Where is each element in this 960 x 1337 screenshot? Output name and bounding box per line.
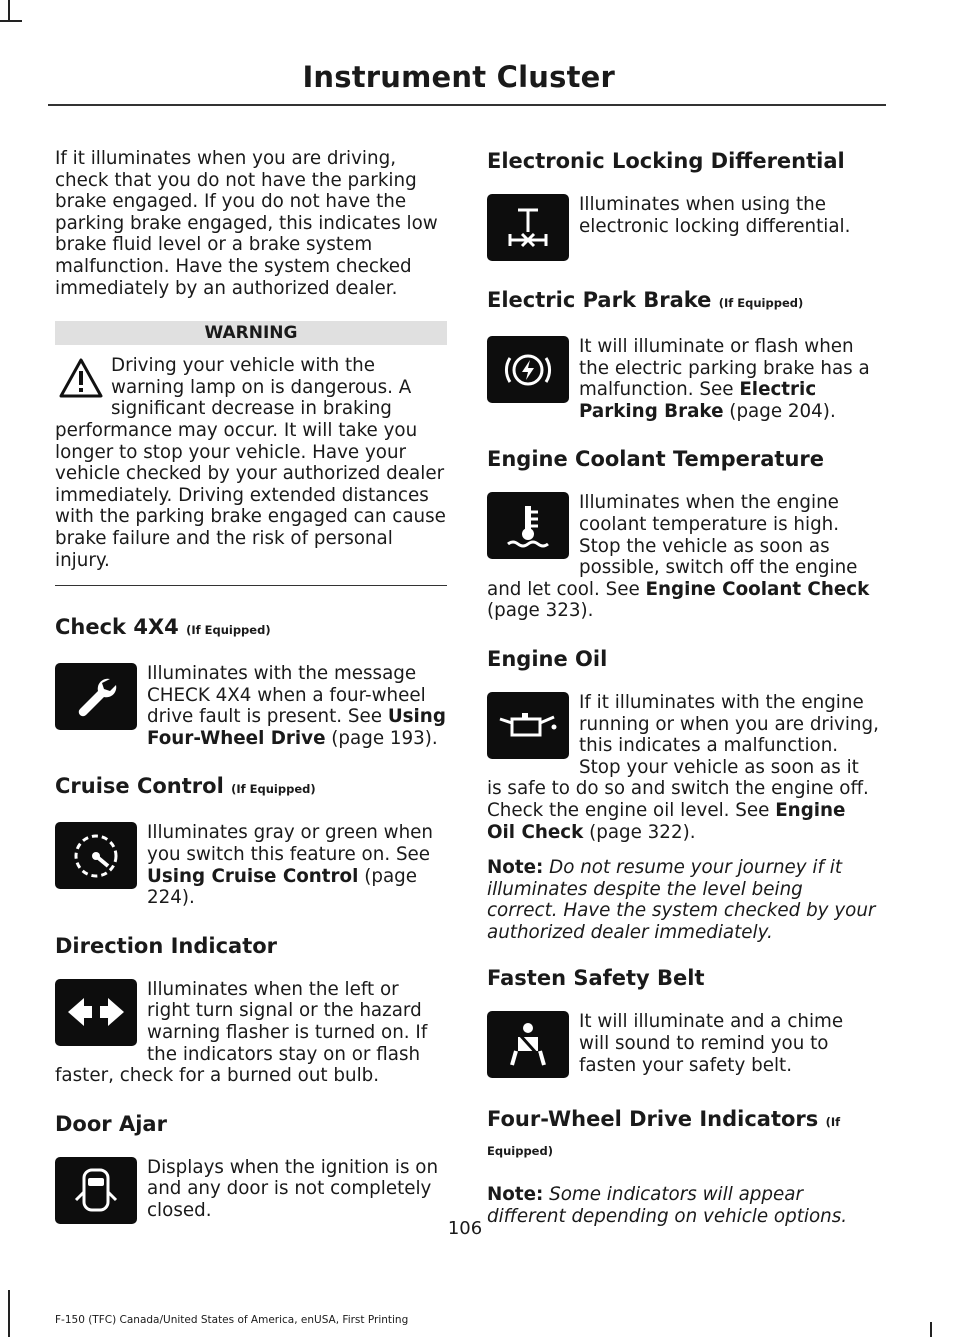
intro-paragraph: If it illuminates when you are driving, check that you do not have the parking brake engaged. If you do not have the parking brake engaged, this indicates low brake fluid level or a brake system malfunction. Have the system checked immediately by an authorized dealer.: [55, 148, 438, 299]
electronic-locking-differential-text: Illuminates when using the electronic locking differential.: [579, 194, 851, 237]
heading-cruise-control: Cruise Control (If Equipped): [55, 774, 316, 799]
warning-box: [55, 321, 447, 586]
seat-belt-icon: [487, 1011, 569, 1078]
heading-check-4x4: Check 4X4 (If Equipped): [55, 615, 271, 640]
check-4x4-text: Illuminates with the message CHECK 4X4 when a four-wheel drive fault is present. See Using Four-Wheel Drive (page 193).: [147, 663, 446, 749]
fasten-safety-belt-text: It will illuminate and a chime will sound to remind you to fasten your safety belt.: [579, 1011, 844, 1076]
turn-arrows-icon: [55, 979, 137, 1046]
electric-park-brake-text: It will illuminate or flash when the electric parking brake has a malfunction. See Electric Parking Brake (page 204).: [579, 336, 870, 422]
warning-triangle-icon: [59, 357, 103, 399]
locking-differential-icon: [487, 194, 569, 261]
electric-park-brake-icon: [487, 336, 569, 403]
heading-electric-park-brake: Electric Park Brake (If Equipped): [487, 288, 804, 312]
crop-mark: [8, 0, 10, 22]
crop-mark: [0, 20, 22, 22]
right-column: [487, 148, 879, 1228]
crop-mark: [8, 1290, 10, 1337]
four-wheel-drive-note: Note: Some indicators will appear different depending on vehicle options.: [487, 1184, 848, 1228]
crop-mark: [930, 1322, 932, 1337]
oil-can-icon: [487, 692, 569, 759]
footer-text: F-150 (TFC) Canada/United States of America, enUSA, First Printing: [55, 1314, 409, 1326]
direction-indicator-text: Illuminates when the left or right turn signal or the hazard warning flasher is turned on. If the indicators stay on or flash faster, check for a burned out bulb.: [55, 978, 428, 1087]
header-rule: [48, 104, 886, 106]
door-ajar-text: Displays when the ignition is on and any door is not completely closed.: [147, 1156, 439, 1221]
left-column: [55, 148, 447, 1252]
warning-text: Driving your vehicle with the warning lamp on is dangerous. A significant decrease in braking performance may occur. It will take you longer to stop your vehicle. Have your vehicle checked by your authorized dealer immediately. Driving extended distances with the parking brake engaged can cause brake failure and the risk of personal injury.: [55, 355, 446, 571]
engine-coolant-text: Illuminates when the engine coolant temperature is high. Stop the vehicle as soon as possible, switch off the engine and let cool. See Engine Coolant Check (page 323).: [487, 492, 870, 622]
heading-engine-oil: Engine Oil: [487, 646, 608, 671]
wrench-icon: [55, 663, 137, 730]
engine-oil-note: Note: Do not resume your journey if it illuminates despite the level being correct. Have the system checked by your authorized dealer immediately.: [487, 857, 876, 943]
heading-electronic-locking-differential: Electronic Locking Differential: [487, 149, 845, 173]
engine-oil-text: If it illuminates with the engine running or when you are driving, this indicates a malfunction. Stop your vehicle as soon as it is safe to do so and switch the engine off. Check the engine oil level. See Engine Oil Check (page 322).: [487, 691, 879, 843]
speedometer-icon: [55, 822, 137, 889]
heading-engine-coolant-temperature: Engine Coolant Temperature: [487, 447, 825, 472]
coolant-temperature-icon: [487, 492, 569, 559]
door-ajar-car-icon: [55, 1157, 137, 1224]
page-title: Instrument Cluster: [302, 60, 615, 94]
page-number: 106: [447, 1218, 483, 1239]
heading-four-wheel-drive-indicators: Four-Wheel Drive Indicators (If Equipped): [487, 1107, 841, 1159]
heading-fasten-safety-belt: Fasten Safety Belt: [487, 966, 705, 991]
heading-door-ajar: Door Ajar: [55, 1111, 167, 1136]
warning-rule: [55, 585, 447, 586]
heading-direction-indicator: Direction Indicator: [55, 933, 278, 958]
cruise-control-text: Illuminates gray or green when you switch this feature on. See Using Cruise Control (page 224).: [147, 822, 434, 909]
warning-label: WARNING: [55, 321, 447, 345]
